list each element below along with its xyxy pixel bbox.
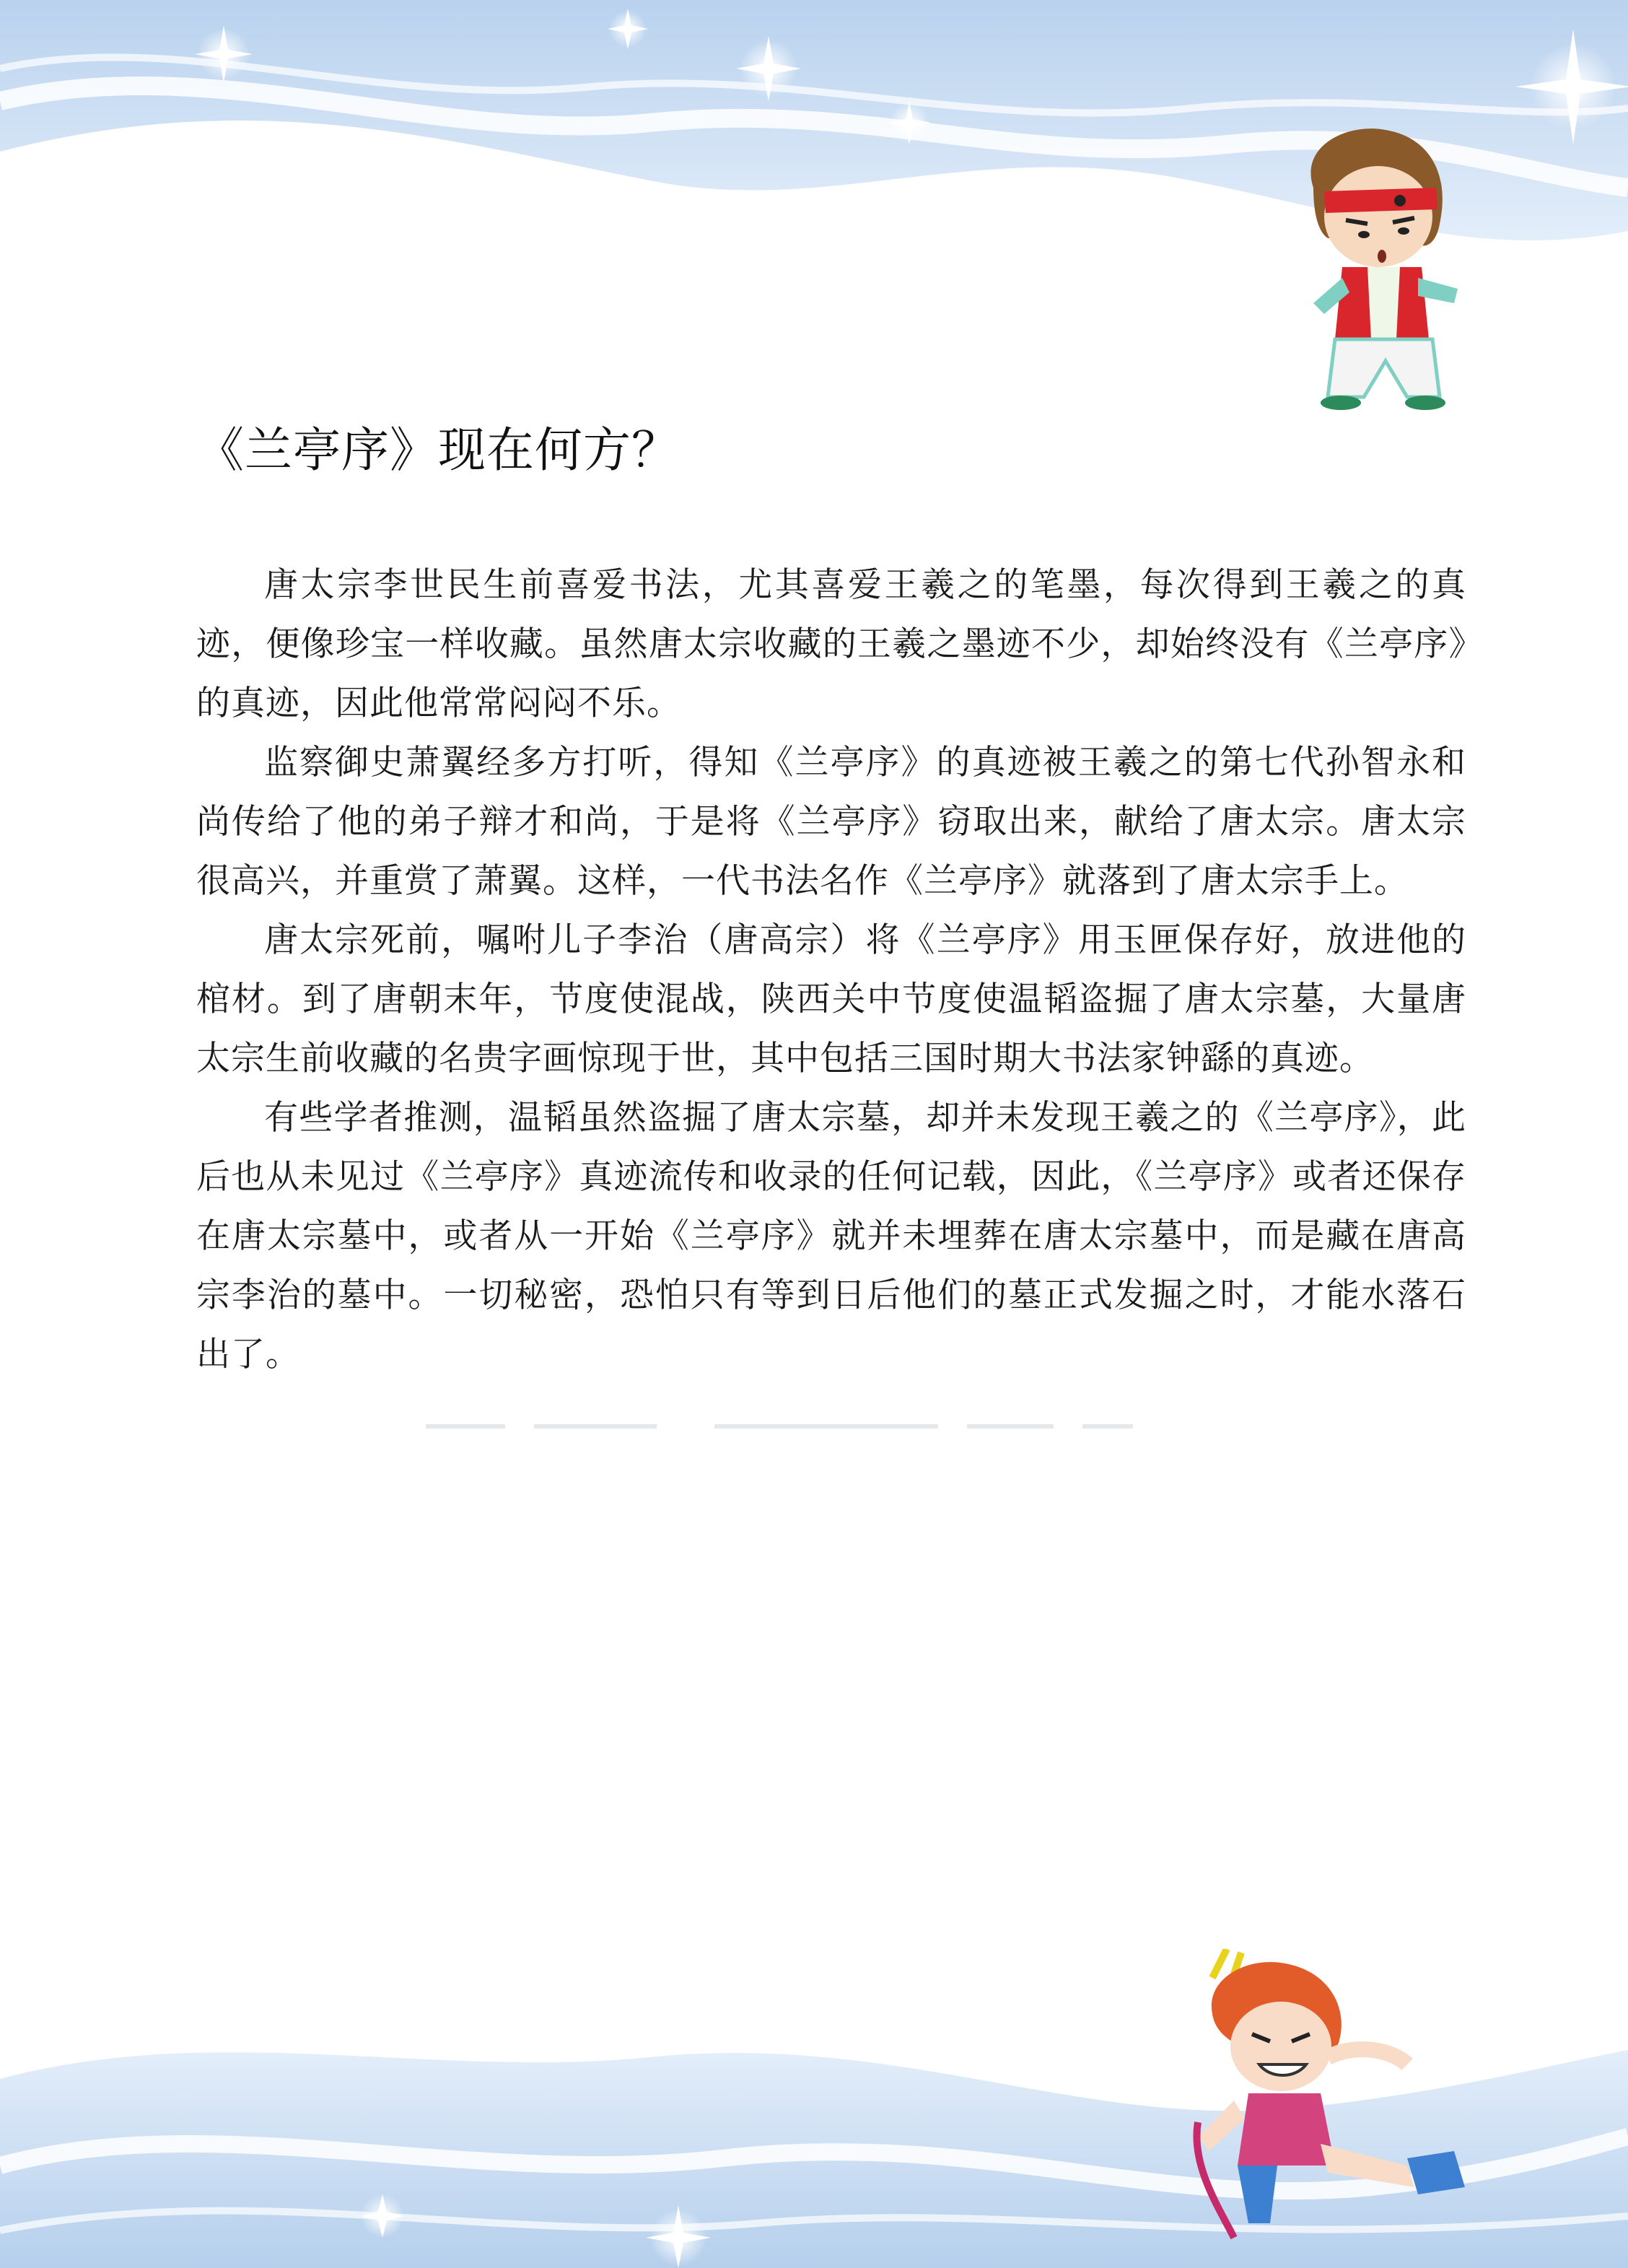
paragraph: 唐太宗李世民生前喜爱书法，尤其喜爱王羲之的笔墨，每次得到王羲之的真迹，便像珍宝一样收藏。虽然唐太宗收藏的王羲之墨迹不少，却始终没有《兰亭序》的真迹，因此他常常闷闷不乐。: [196, 565, 1466, 723]
paragraph: 唐太宗死前，嘱咐儿子李治（唐高宗）将《兰亭序》用玉匣保存好，放进他的棺材。到了唐朝末年，节度使混战，陕西关中节度使温韬盗掘了唐太宗墓，大量唐太宗生前收藏的名贵字画惊现于世，其中包括三国时期大书法家钟繇的真迹。: [196, 920, 1466, 1078]
boy-with-headband-illustration: [1285, 123, 1458, 411]
paragraph: 有些学者推测，温韬虽然盗掘了唐太宗墓，却并未发现王羲之的《兰亭序》，此后也从未见过《兰亭序》真迹流传和收录的任何记载，因此，《兰亭序》或者还保存在唐太宗墓中，或者从一开始《兰亭序》就并未埋葬在唐太宗墓中，而是藏在唐高宗李治的墓中。一切秘密，恐怕只有等到日后他们的墓正式发掘之时，才能水落石出了。: [196, 1098, 1466, 1374]
girl-kicking-illustration: [1169, 1949, 1487, 2252]
paragraph: 监察御史萧翼经多方打听，得知《兰亭序》的真迹被王羲之的第七代孙智永和尚传给了他的弟子辩才和尚，于是将《兰亭序》窃取出来，献给了唐太宗。唐太宗很高兴，并重赏了萧翼。这样，一代书法名作《兰亭序》就落到了唐太宗手上。: [196, 743, 1466, 901]
article-body: [196, 556, 1466, 1384]
page-title: 《兰亭序》现在何方？: [196, 422, 680, 478]
